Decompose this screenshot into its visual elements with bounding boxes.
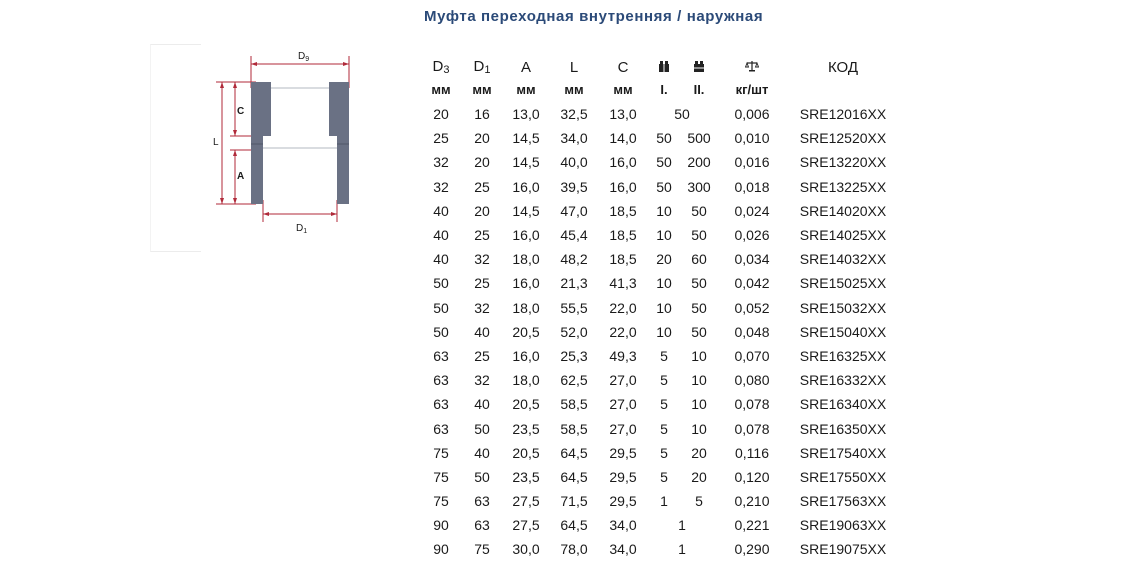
table-row bbox=[421, 344, 899, 368]
units-row bbox=[421, 77, 899, 102]
cell-d3: 40 bbox=[433, 251, 449, 268]
cell-pack2: 20 bbox=[691, 444, 707, 461]
col-pack1 bbox=[647, 57, 681, 77]
cell-d1: 32 bbox=[474, 372, 490, 389]
cell-weight: 0,034 bbox=[734, 251, 770, 268]
cell-l: 47,0 bbox=[560, 202, 588, 219]
cell-pack2: 300 bbox=[687, 178, 711, 195]
cell-pack2: 50 bbox=[691, 275, 707, 292]
cell-d1: 63 bbox=[474, 493, 490, 510]
cell-d1: 25 bbox=[474, 347, 490, 364]
table-row bbox=[421, 489, 899, 513]
cell-code: SRE12016XX bbox=[799, 106, 887, 123]
cell-weight: 0,010 bbox=[734, 130, 770, 147]
cell-weight: 0,018 bbox=[734, 178, 770, 195]
table-row bbox=[421, 247, 899, 271]
table-row bbox=[421, 175, 899, 199]
cell-d3: 63 bbox=[433, 372, 449, 389]
cell-pack2: 60 bbox=[691, 251, 707, 268]
cell-code: SRE19075XX bbox=[799, 541, 887, 558]
label-d-bottom: $D_1$ bbox=[296, 223, 308, 235]
cell-c: 16,0 bbox=[609, 154, 637, 171]
cell-d3: 25 bbox=[433, 130, 449, 147]
cell-c: 34,0 bbox=[609, 541, 637, 558]
cell-pack1: 10 bbox=[656, 227, 672, 244]
cell-pack2: 50 bbox=[691, 299, 707, 316]
unit-d3: мм bbox=[431, 82, 451, 97]
table-row bbox=[421, 320, 899, 344]
cell-d1: 25 bbox=[474, 178, 490, 195]
cell-pack1: 5 bbox=[660, 347, 668, 364]
cell-a: 27,5 bbox=[512, 493, 540, 510]
cell-code: SRE15025XX bbox=[799, 275, 887, 292]
table-row bbox=[421, 102, 899, 126]
cell-d1: 20 bbox=[474, 154, 490, 171]
table-row bbox=[421, 223, 899, 247]
cell-d3: 40 bbox=[433, 227, 449, 244]
table-row bbox=[421, 199, 899, 223]
cell-c: 29,5 bbox=[609, 444, 637, 461]
cell-pack1: 10 bbox=[656, 202, 672, 219]
cell-weight: 0,221 bbox=[734, 517, 770, 534]
cell-c: 34,0 bbox=[609, 517, 637, 534]
col-c: C bbox=[617, 58, 629, 76]
cell-weight: 0,052 bbox=[734, 299, 770, 316]
unit-weight: кг/шт bbox=[735, 82, 769, 97]
cell-a: 23,5 bbox=[512, 420, 540, 437]
cell-weight: 0,078 bbox=[734, 396, 770, 413]
cell-pack1: 10 bbox=[656, 323, 672, 340]
cell-code: SRE19063XX bbox=[799, 517, 887, 534]
cell-code: SRE13220XX bbox=[799, 154, 887, 171]
box-large-icon bbox=[693, 60, 705, 72]
spec-table bbox=[421, 57, 899, 562]
cell-pack1: 5 bbox=[660, 372, 668, 389]
cell-weight: 0,026 bbox=[734, 227, 770, 244]
cell-c: 27,0 bbox=[609, 396, 637, 413]
unit-l: мм bbox=[564, 82, 584, 97]
cell-d3: 50 bbox=[433, 323, 449, 340]
cell-c: 22,0 bbox=[609, 299, 637, 316]
cell-c: 18,5 bbox=[609, 227, 637, 244]
table-row bbox=[421, 271, 899, 295]
cell-d3: 20 bbox=[433, 106, 449, 123]
cell-l: 58,5 bbox=[560, 396, 588, 413]
cell-code: SRE15032XX bbox=[799, 299, 887, 316]
table-row bbox=[421, 441, 899, 465]
cell-code: SRE17563XX bbox=[799, 493, 887, 510]
cell-weight: 0,080 bbox=[734, 372, 770, 389]
cell-l: 32,5 bbox=[560, 106, 588, 123]
cell-d3: 63 bbox=[433, 347, 449, 364]
cell-pack2: 500 bbox=[687, 130, 711, 147]
cell-weight: 0,290 bbox=[734, 541, 770, 558]
cell-d1: 16 bbox=[474, 106, 490, 123]
cell-pack-merged: 1 bbox=[678, 541, 686, 558]
cell-code: SRE16350XX bbox=[799, 420, 887, 437]
unit-pack1: I. bbox=[660, 82, 668, 97]
cell-d3: 63 bbox=[433, 396, 449, 413]
cell-a: 16,0 bbox=[512, 275, 540, 292]
col-pack2 bbox=[681, 57, 717, 77]
cell-pack1: 5 bbox=[660, 444, 668, 461]
cell-code: SRE16340XX bbox=[799, 396, 887, 413]
cell-pack-merged: 50 bbox=[674, 106, 690, 123]
cell-weight: 0,120 bbox=[734, 468, 770, 485]
cell-c: 14,0 bbox=[609, 130, 637, 147]
cell-a: 14,5 bbox=[512, 154, 540, 171]
table-row bbox=[421, 465, 899, 489]
cell-l: 64,5 bbox=[560, 517, 588, 534]
table-row bbox=[421, 416, 899, 440]
cell-l: 45,4 bbox=[560, 227, 588, 244]
cell-d1: 20 bbox=[474, 130, 490, 147]
cell-a: 27,5 bbox=[512, 517, 540, 534]
cell-d3: 90 bbox=[433, 541, 449, 558]
unit-a: мм bbox=[516, 82, 536, 97]
cell-d1: 50 bbox=[474, 468, 490, 485]
cell-c: 27,0 bbox=[609, 420, 637, 437]
cell-pack1: 1 bbox=[660, 493, 668, 510]
cell-code: SRE13225XX bbox=[799, 178, 887, 195]
cell-l: 25,3 bbox=[560, 347, 588, 364]
cell-l: 58,5 bbox=[560, 420, 588, 437]
fitting-drawing bbox=[150, 44, 380, 244]
page-title: Муфта переходная внутренняя / наружная bbox=[424, 8, 764, 25]
cell-pack2: 200 bbox=[687, 154, 711, 171]
cell-a: 16,0 bbox=[512, 178, 540, 195]
header-row bbox=[421, 57, 899, 77]
cell-d1: 40 bbox=[474, 323, 490, 340]
cell-code: SRE12520XX bbox=[799, 130, 887, 147]
cell-d3: 63 bbox=[433, 420, 449, 437]
unit-d1: мм bbox=[472, 82, 492, 97]
col-code: КОД bbox=[827, 58, 859, 76]
cell-pack2: 50 bbox=[691, 202, 707, 219]
cell-l: 34,0 bbox=[560, 130, 588, 147]
cell-pack2: 10 bbox=[691, 396, 707, 413]
cell-l: 71,5 bbox=[560, 493, 588, 510]
cell-d3: 75 bbox=[433, 493, 449, 510]
cell-c: 29,5 bbox=[609, 468, 637, 485]
cell-a: 20,5 bbox=[512, 323, 540, 340]
cell-d3: 32 bbox=[433, 178, 449, 195]
cell-d1: 32 bbox=[474, 251, 490, 268]
cell-a: 18,0 bbox=[512, 372, 540, 389]
cell-l: 62,5 bbox=[560, 372, 588, 389]
cell-weight: 0,016 bbox=[734, 154, 770, 171]
cell-a: 18,0 bbox=[512, 299, 540, 316]
cell-weight: 0,116 bbox=[735, 444, 769, 461]
cell-c: 49,3 bbox=[609, 347, 637, 364]
cell-pack1: 50 bbox=[656, 154, 672, 171]
cell-c: 18,5 bbox=[609, 202, 637, 219]
cell-d1: 63 bbox=[474, 517, 490, 534]
cell-a: 14,5 bbox=[512, 130, 540, 147]
cell-code: SRE15040XX bbox=[799, 323, 887, 340]
cell-pack1: 20 bbox=[656, 251, 672, 268]
cell-pack2: 5 bbox=[695, 493, 703, 510]
cell-a: 16,0 bbox=[512, 227, 540, 244]
cell-pack2: 10 bbox=[691, 347, 707, 364]
cell-code: SRE17540XX bbox=[799, 444, 887, 461]
cell-d3: 32 bbox=[433, 154, 449, 171]
cell-d1: 40 bbox=[474, 444, 490, 461]
cell-weight: 0,006 bbox=[734, 106, 770, 123]
cell-a: 13,0 bbox=[512, 106, 540, 123]
table-row bbox=[421, 513, 899, 537]
col-d1: $D_1$ bbox=[473, 58, 491, 76]
cell-d1: 25 bbox=[474, 275, 490, 292]
cell-c: 27,0 bbox=[609, 372, 637, 389]
cell-weight: 0,078 bbox=[734, 420, 770, 437]
cell-d3: 75 bbox=[433, 444, 449, 461]
cell-l: 64,5 bbox=[560, 444, 588, 461]
cell-code: SRE14032XX bbox=[799, 251, 887, 268]
cell-l: 40,0 bbox=[560, 154, 588, 171]
cell-pack1: 50 bbox=[656, 178, 672, 195]
cell-c: 16,0 bbox=[609, 178, 637, 195]
cell-pack2: 50 bbox=[691, 227, 707, 244]
cell-d3: 50 bbox=[433, 299, 449, 316]
cell-d3: 40 bbox=[433, 202, 449, 219]
cell-weight: 0,210 bbox=[734, 493, 770, 510]
cell-a: 18,0 bbox=[512, 251, 540, 268]
box-small-icon bbox=[658, 60, 670, 72]
cell-code: SRE16332XX bbox=[799, 372, 887, 389]
scale-icon bbox=[745, 60, 759, 72]
cell-code: SRE17550XX bbox=[799, 468, 887, 485]
cell-pack1: 5 bbox=[660, 396, 668, 413]
cell-c: 18,5 bbox=[609, 251, 637, 268]
col-d3: $D_3$ bbox=[432, 58, 450, 76]
table-row bbox=[421, 392, 899, 416]
cell-d1: 25 bbox=[474, 227, 490, 244]
cell-d1: 50 bbox=[474, 420, 490, 437]
col-a: A bbox=[520, 58, 531, 76]
cell-a: 30,0 bbox=[512, 541, 540, 558]
cell-weight: 0,024 bbox=[734, 202, 770, 219]
cell-d1: 40 bbox=[474, 396, 490, 413]
col-weight bbox=[717, 57, 787, 77]
cell-c: 13,0 bbox=[609, 106, 637, 123]
cell-pack-merged: 1 bbox=[678, 517, 686, 534]
col-l: L bbox=[569, 58, 579, 76]
cell-c: 22,0 bbox=[609, 323, 637, 340]
cell-pack2: 10 bbox=[691, 420, 707, 437]
table-row bbox=[421, 150, 899, 174]
label-c: C bbox=[237, 106, 245, 117]
label-l: L bbox=[213, 137, 219, 148]
unit-c: мм bbox=[613, 82, 633, 97]
cell-d3: 75 bbox=[433, 468, 449, 485]
cell-code: SRE14025XX bbox=[799, 227, 887, 244]
label-a: A bbox=[237, 171, 245, 182]
cell-l: 78,0 bbox=[560, 541, 588, 558]
cell-pack1: 5 bbox=[660, 468, 668, 485]
cell-a: 16,0 bbox=[512, 347, 540, 364]
cell-weight: 0,042 bbox=[734, 275, 770, 292]
cell-l: 55,5 bbox=[560, 299, 588, 316]
cell-l: 52,0 bbox=[560, 323, 588, 340]
cell-a: 20,5 bbox=[512, 396, 540, 413]
cell-a: 20,5 bbox=[512, 444, 540, 461]
cell-pack2: 20 bbox=[691, 468, 707, 485]
cell-code: SRE16325XX bbox=[799, 347, 887, 364]
table-row bbox=[421, 296, 899, 320]
table-row bbox=[421, 368, 899, 392]
cell-d3: 50 bbox=[433, 275, 449, 292]
cell-l: 48,2 bbox=[560, 251, 588, 268]
cell-pack2: 50 bbox=[691, 323, 707, 340]
cell-pack1: 50 bbox=[656, 130, 672, 147]
cell-weight: 0,070 bbox=[734, 347, 770, 364]
cell-l: 64,5 bbox=[560, 468, 588, 485]
cell-d1: 20 bbox=[474, 202, 490, 219]
cell-d1: 75 bbox=[474, 541, 490, 558]
cell-pack1: 10 bbox=[656, 299, 672, 316]
cell-pack2: 10 bbox=[691, 372, 707, 389]
table-row bbox=[421, 126, 899, 150]
cell-a: 14,5 bbox=[512, 202, 540, 219]
cell-code: SRE14020XX bbox=[799, 202, 887, 219]
table-row bbox=[421, 537, 899, 561]
label-d-top: $D_9$ bbox=[298, 51, 310, 63]
cell-l: 21,3 bbox=[560, 275, 588, 292]
cell-c: 41,3 bbox=[609, 275, 637, 292]
cell-a: 23,5 bbox=[512, 468, 540, 485]
unit-pack2: II. bbox=[693, 82, 705, 97]
cell-pack1: 10 bbox=[656, 275, 672, 292]
cell-c: 29,5 bbox=[609, 493, 637, 510]
cell-weight: 0,048 bbox=[734, 323, 770, 340]
table-body bbox=[421, 102, 899, 562]
unit-code bbox=[787, 77, 899, 102]
cell-d3: 90 bbox=[433, 517, 449, 534]
cell-l: 39,5 bbox=[560, 178, 588, 195]
cell-pack1: 5 bbox=[660, 420, 668, 437]
cell-d1: 32 bbox=[474, 299, 490, 316]
